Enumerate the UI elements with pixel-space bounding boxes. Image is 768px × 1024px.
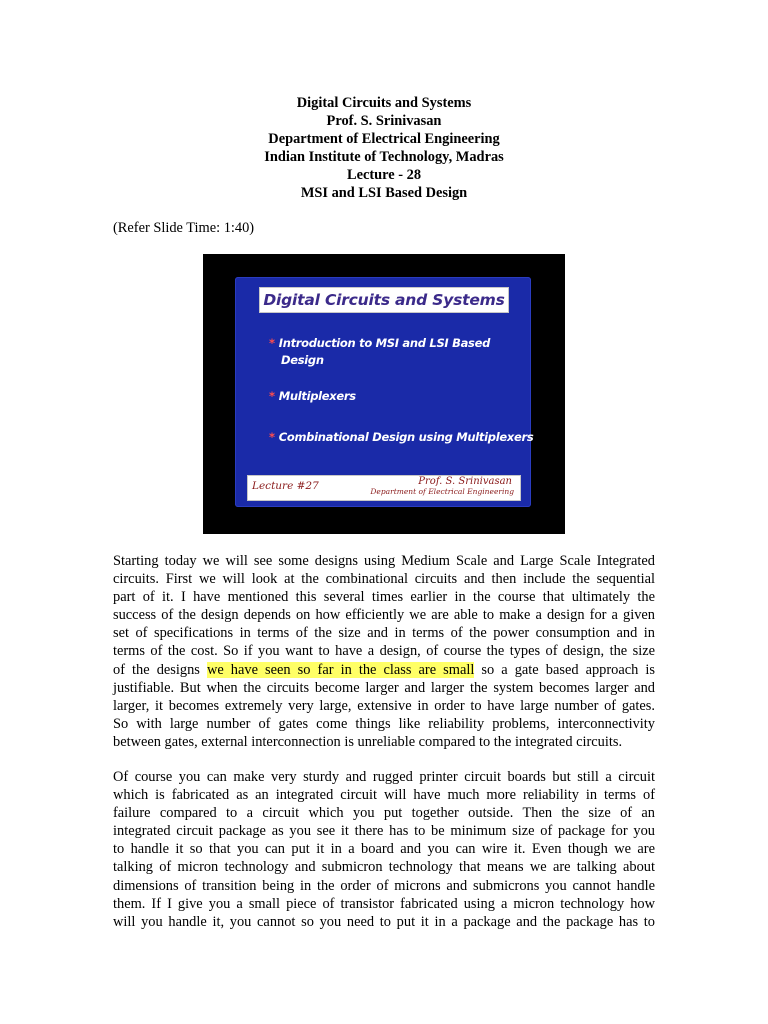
lecture-topic: MSI and LSI Based Design	[300, 185, 468, 201]
text-line: So with large number of gates come things like reliability problems, interconnectivity	[113, 715, 655, 732]
course-title: Digital Circuits and Systems	[296, 95, 472, 111]
text-line: talking of micron technology and submicron technology that means we are talking about	[113, 859, 655, 876]
slide-lecture-label: Lecture #27	[252, 480, 319, 492]
slide-bullet-3: * Combinational Design using Multiplexers	[269, 430, 534, 444]
text-line: part of it. I have mentioned this several times earlier in the course that ultimately the	[113, 589, 655, 606]
slide-bullet-1-cont: Design	[281, 353, 324, 367]
slide-image	[235, 277, 534, 507]
bullet-star-icon: *	[269, 389, 275, 403]
text-line: Of course you can make very sturdy and rugged printer circuit boards but still a circuit	[113, 769, 655, 785]
highlighted-text: we have seen so far in the class are small	[206, 661, 475, 678]
text-line: larger, it becomes extremely very large, extensive in order to have large number of gates.	[113, 697, 655, 714]
text-line: circuits. First we will look at the combinational circuits and then include the sequential	[113, 571, 655, 588]
text-line: terms of the cost. So if you want to have a design, of course the types of design, the size	[113, 643, 655, 660]
paragraph-1	[113, 552, 655, 751]
text-line: justifiable. But when the circuits become larger and larger the system becomes larger and	[113, 679, 655, 696]
refer-slide-time: (Refer Slide Time: 1:40)	[113, 220, 255, 236]
paragraph-2	[113, 768, 655, 931]
text-line: to handle it so that you can put it in a board and you can wire it. Even though we are	[113, 841, 655, 858]
document-header	[0, 94, 768, 202]
slide-bullet-2: * Multiplexers	[269, 389, 356, 403]
text-line: success of the design depends on how efficiently we are able to make a design for a given	[113, 607, 655, 624]
text-line: dimensions of transition being in the order of microns and submicrons you cannot handle	[113, 877, 655, 894]
text-line-highlighted: of the designs we have seen so far in the class are small so a gate based approach is	[113, 661, 655, 678]
institute-name: Indian Institute of Technology, Madras	[264, 149, 504, 165]
slide-footer	[247, 475, 521, 501]
professor-name: Prof. S. Srinivasan	[326, 113, 442, 129]
text-line: will you handle it, you cannot so you need to put it in a package and the package has to	[113, 913, 655, 930]
department-name: Department of Electrical Engineering	[268, 131, 500, 147]
text-line: failure compared to a circuit which you put together outside. Then the size of an	[113, 805, 655, 822]
slide-professor: Prof. S. Srinivasan	[418, 476, 512, 487]
slide-title: Digital Circuits and Systems	[259, 287, 509, 313]
bullet-star-icon: *	[269, 336, 275, 350]
bullet-star-icon: *	[269, 430, 275, 444]
text-line: set of specifications in terms of the size and in terms of the power consumption and in	[113, 625, 655, 642]
slide-bullet-1: * Introduction to MSI and LSI Based	[269, 336, 491, 350]
text-line: which is fabricated as an integrated circuit will have much more reliability in terms of	[113, 787, 655, 804]
text-line: between gates, external interconnection is unreliable compared to the integrated circuits.	[113, 733, 623, 750]
text-line: them. If I give you a small piece of transistor fabricated using a micron technology how	[113, 895, 655, 912]
text-line: Starting today we will see some designs using Medium Scale and Large Scale Integrated	[113, 553, 655, 569]
text-line: integrated circuit package as you see it there has to be minimum size of package for you	[113, 823, 655, 840]
slide-department: Department of Electrical Engineering	[370, 487, 514, 496]
lecture-number: Lecture - 28	[346, 167, 422, 183]
